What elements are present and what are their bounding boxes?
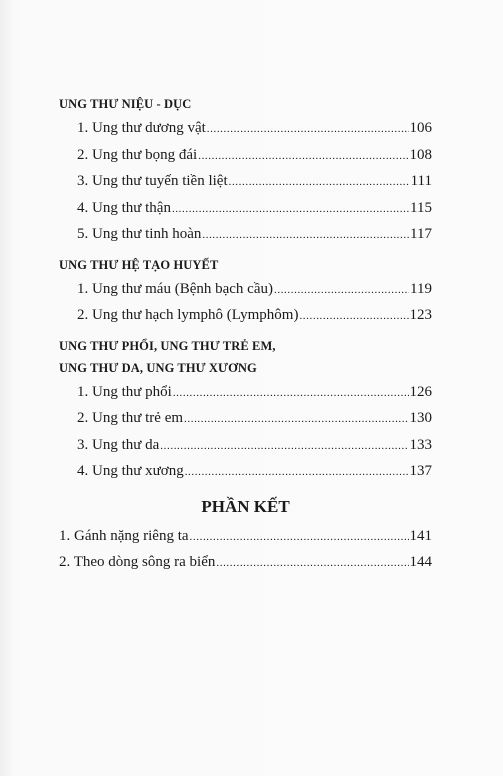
dot-leader	[229, 168, 410, 196]
toc-entry-label: 1. Ung thư dương vật	[77, 120, 206, 136]
section-heading-line: UNG THƯ DA, UNG THƯ XƯƠNG	[59, 360, 257, 375]
toc-entry[interactable]	[59, 221, 432, 248]
toc-entry-page: 144	[409, 554, 432, 570]
dot-leader	[274, 276, 409, 304]
dot-leader	[202, 221, 409, 249]
toc-entry-page: 133	[409, 436, 432, 453]
section-heading-lung-children-skin-bone	[59, 335, 432, 379]
toc-entry-page: 111	[410, 173, 432, 189]
toc-entry[interactable]	[59, 115, 432, 142]
toc-entry-label: 1. Ung thư máu (Bệnh bạch cầu)	[77, 280, 273, 297]
part-title: PHẦN KẾT	[201, 496, 290, 516]
dot-leader	[216, 549, 408, 577]
toc-entry-page: 119	[410, 280, 432, 297]
toc-entry-label: 5. Ung thư tinh hoàn	[77, 226, 202, 242]
toc-entry[interactable]	[59, 276, 432, 303]
toc-entry[interactable]	[59, 549, 432, 576]
section-heading-urogenital: UNG THƯ NIỆU - DỤC	[59, 97, 192, 111]
dot-leader	[185, 458, 409, 486]
toc-entry-page: 115	[410, 199, 432, 216]
toc-entry[interactable]	[59, 405, 432, 432]
toc-entry-label: 2. Ung thư hạch lymphô (Lymphôm)	[77, 307, 299, 323]
section-heading-hematopoietic: UNG THƯ HỆ TẠO HUYẾT	[59, 257, 219, 272]
toc-entry[interactable]	[59, 379, 432, 406]
toc-entry-page: 117	[410, 226, 432, 242]
toc-entry-page: 130	[409, 410, 432, 426]
toc-entry-label: 4. Ung thư thận	[77, 199, 171, 216]
toc-entry[interactable]	[59, 432, 432, 459]
toc-entry-label: 2. Ung thư bọng đái	[77, 146, 198, 163]
section-heading-line: UNG THƯ PHỔI, UNG THƯ TRẺ EM,	[59, 338, 276, 353]
toc-entry[interactable]	[59, 458, 432, 485]
toc-entry-label: 2. Ung thư trẻ em	[77, 410, 184, 426]
toc-entry[interactable]	[59, 195, 432, 222]
toc-entry-label: 1. Ung thư phổi	[77, 383, 172, 400]
toc-entry-page: 123	[409, 307, 432, 323]
dot-leader	[172, 195, 409, 223]
toc-entry-page: 141	[409, 527, 432, 544]
dot-leader	[198, 142, 408, 170]
dot-leader	[173, 379, 409, 407]
toc-entry-page: 137	[409, 463, 432, 479]
toc-entry-label: 3. Ung thư tuyến tiền liệt	[77, 173, 228, 189]
toc-entry-label: 3. Ung thư da	[77, 436, 160, 453]
toc-entry-label: 4. Ung thư xương	[77, 463, 184, 479]
toc-entry-page: 108	[409, 146, 432, 163]
toc-entry[interactable]	[59, 168, 432, 195]
toc-entry[interactable]	[59, 302, 432, 329]
table-of-contents	[59, 93, 432, 576]
dot-leader	[184, 405, 408, 433]
toc-entry[interactable]	[59, 523, 432, 550]
toc-entry-page: 126	[409, 383, 432, 400]
toc-entry-label: 2. Theo dòng sông ra biển	[59, 554, 216, 570]
toc-entry[interactable]	[59, 142, 432, 169]
dot-leader	[160, 432, 408, 460]
toc-entry-label: 1. Gánh nặng riêng ta	[59, 527, 189, 544]
toc-entry-page: 106	[409, 120, 432, 136]
dot-leader	[299, 302, 408, 330]
dot-leader	[190, 523, 409, 551]
dot-leader	[207, 115, 409, 143]
